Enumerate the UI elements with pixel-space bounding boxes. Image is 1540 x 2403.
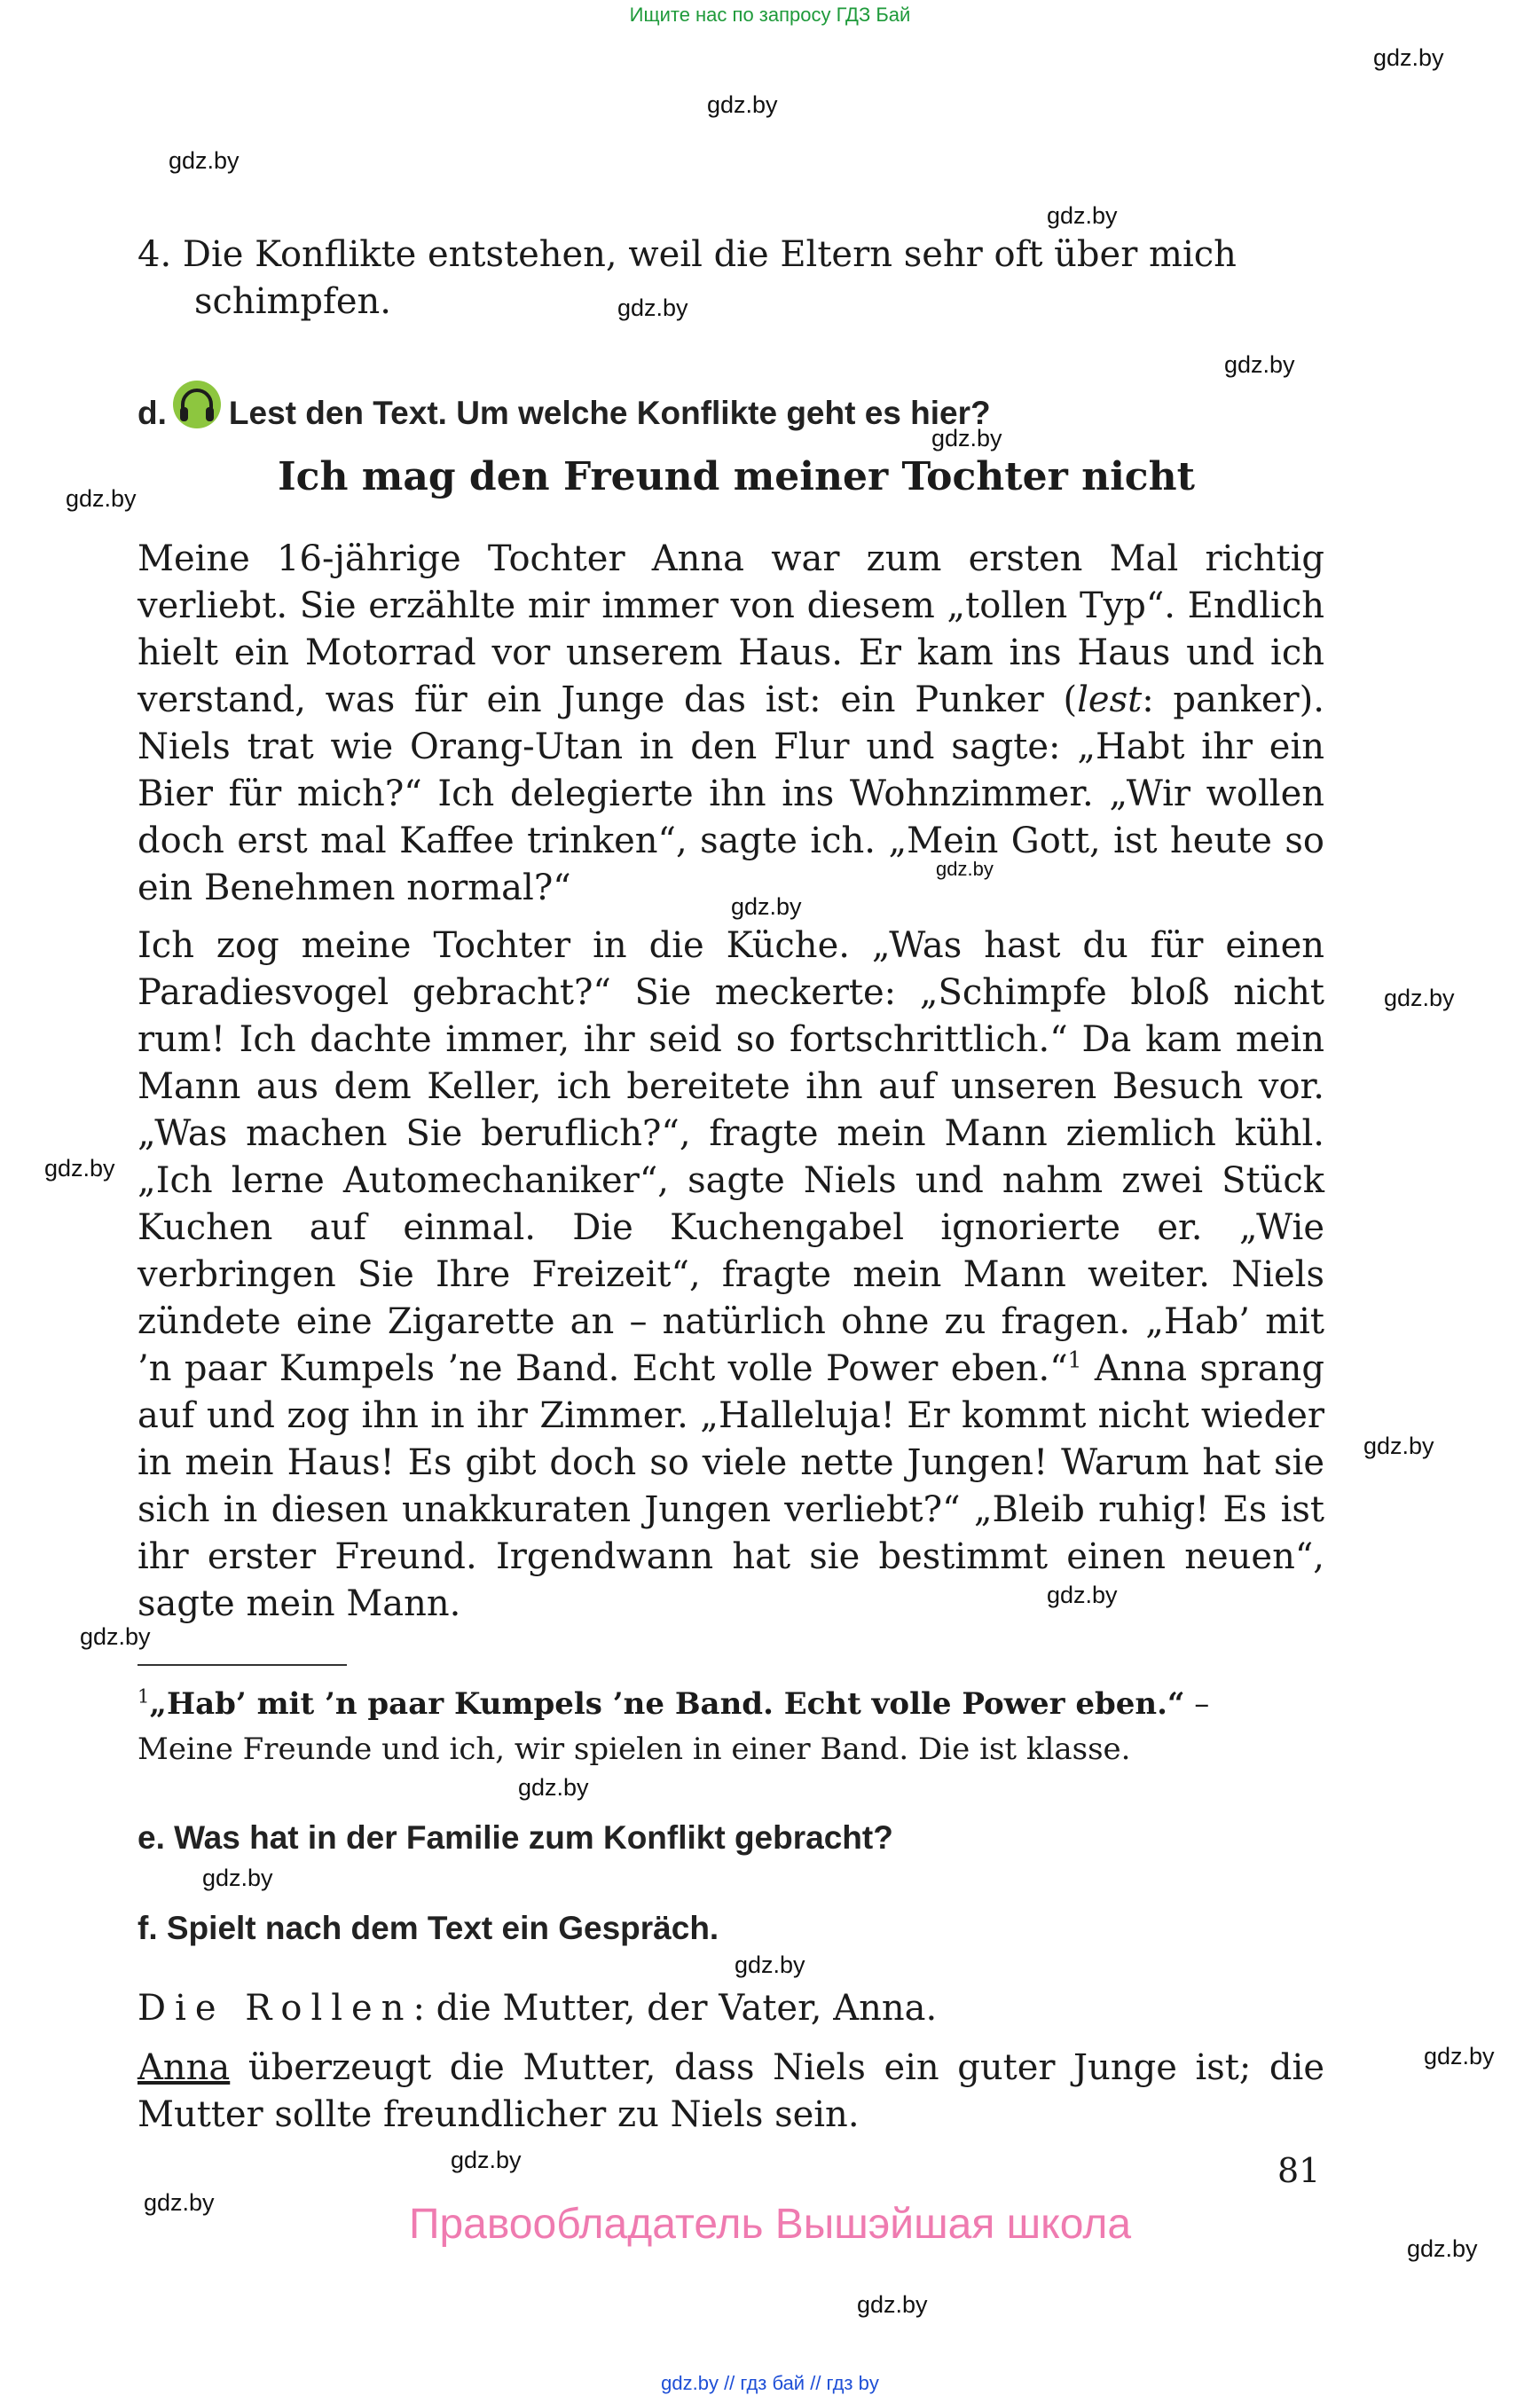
task-d-text: Lest den Text. Um welche Konflikte geht es hier?	[228, 395, 991, 431]
story-p2-part-a: Ich zog meine Tochter in die Küche. „Was hast du für einen Paradiesvogel gebracht?“ Sie meckerte: „Schimpfe bloß nicht rum! Ich dachte immer, ihr seid so fortschrittlich.“ Da kam mein Mann aus dem Keller, ich bereitete ihn auf unseren Besuch vor. „Was machen Sie beruflich?“, fragte mein Mann ziemlich kühl. „Ich lerne Automechaniker“, sagte Niels und nahm zwei Stück Kuchen auf einmal. Die Kuchengabel ignorierte er. „Wie verbringen Sie Ihre Freizeit“, fragte mein Mann weiter. Niels zündete eine Zigarette an – natürlich ohne zu fragen. „Hab’ mit ’n paar Kumpels ’ne Band. Echt volle Power eben.“	[138, 925, 1324, 1389]
watermark: gdz.by	[202, 1865, 273, 1891]
watermark: gdz.by	[44, 1155, 115, 1182]
watermark: gdz.by	[735, 1951, 805, 1978]
watermark: gdz.by	[144, 2189, 215, 2216]
story-p2-part-b: Anna sprang auf und zog ihn in ihr Zimmer. „Halleluja! Er kommt nicht wieder in mein Haus! Es gibt doch so viele nette Jungen! Warum hat sie sich in diesen unakkuraten Jungen verliebt?“ „Bleib ruhig! Es ist ihr erster Freund. Irgendwann hat sie bestimmt einen neuen“, sagte mein Mann.	[138, 1348, 1324, 1624]
roles-line	[138, 1985, 1324, 2032]
story-p1-lest: lest	[1077, 679, 1143, 720]
watermark: gdz.by	[80, 1623, 151, 1650]
watermark: gdz.by	[169, 147, 240, 174]
watermark: gdz.by	[617, 294, 688, 321]
top-banner[interactable]: Ищите нас по запросу ГДЗ Бай	[629, 4, 911, 26]
story-text	[138, 536, 1324, 1628]
watermark: gdz.by	[451, 2147, 522, 2173]
story-title: Ich mag den Freund meiner Tochter nicht	[278, 454, 1195, 499]
footnote-dash: –	[1184, 1686, 1210, 1722]
roles-label: Die Rollen	[138, 1988, 413, 2029]
list-item-4: 4. Die Konflikte entstehen, weil die Eltern sehr oft über mich schimpfen.	[138, 234, 1237, 322]
task-f: f. Spielt nach dem Text ein Gespräch.	[138, 1910, 719, 1946]
watermark: gdz.by	[707, 91, 778, 118]
page-number: 81	[1277, 2151, 1321, 2190]
headphones-icon	[172, 380, 222, 437]
task-d-letter: d.	[138, 395, 167, 431]
footnote-divider	[138, 1664, 347, 1666]
anna-role-name: Anna	[138, 2047, 231, 2088]
watermark: gdz.by	[1373, 44, 1444, 71]
anna-task-text: überzeugt die Mutter, dass Niels ein guter Junge ist; die Mutter sollte freundlicher zu Niels sein.	[138, 2047, 1324, 2135]
footnote-marker: 1	[138, 1684, 150, 1708]
watermark: gdz.by	[1384, 985, 1455, 1011]
footnote-phrase: „Hab’ mit ’n paar Kumpels ’ne Band. Echt volle Power eben.“	[149, 1686, 1185, 1722]
watermark: gdz.by	[518, 1774, 589, 1801]
story-p1-part-b: : panker). Niels trat wie Orang-Utan in den Flur und sagte: „Habt ihr ein Bier für mich?“ Ich delegierte ihn ins Wohnzimmer. „Wir wollen doch erst mal Kaffee trinken“, sagte ich. „Mein Gott, ist heute so ein Benehmen normal?“	[138, 679, 1324, 908]
story-paragraph-2	[138, 923, 1324, 1628]
watermark: gdz.by	[731, 893, 802, 920]
copyright-holder: Правообладатель Вышэйшая школа	[408, 2201, 1132, 2248]
bottom-links[interactable]: gdz.by // гдз бай // гдз by	[661, 2372, 879, 2394]
footnote-ref[interactable]: 1	[1067, 1347, 1082, 1373]
footnote	[138, 1682, 1324, 1772]
story-paragraph-1	[138, 536, 1324, 912]
watermark: gdz.by	[66, 485, 137, 512]
watermark: gdz.by	[1047, 202, 1118, 229]
watermark: gdz.by	[1224, 351, 1295, 378]
watermark: gdz.by	[1363, 1433, 1434, 1459]
story-p1-part-a: Meine 16-jährige Tochter Anna war zum ersten Mal richtig verliebt. Sie erzählte mir immer von diesem „tollen Typ“. Endlich hielt ein Motorrad vor unserem Haus. Er kam ins Haus und ich verstand, was für ein Junge das ist: ein Punker (	[138, 538, 1324, 720]
watermark: gdz.by	[1407, 2235, 1478, 2262]
roles-text: : die Mutter, der Vater, Anna.	[412, 1988, 938, 2029]
anna-task	[138, 2045, 1324, 2139]
footnote-translation: Meine Freunde und ich, wir spielen in einer Band. Die ist klasse.	[138, 1732, 1131, 1767]
watermark: gdz.by	[1424, 2043, 1495, 2069]
watermark: gdz.by	[1047, 1582, 1118, 1608]
watermark: gdz.by	[857, 2291, 928, 2318]
task-d	[138, 380, 991, 437]
task-e: e. Was hat in der Familie zum Konflikt gebracht?	[138, 1819, 893, 1856]
watermark: gdz.by	[936, 858, 994, 880]
watermark: gdz.by	[931, 425, 1002, 452]
